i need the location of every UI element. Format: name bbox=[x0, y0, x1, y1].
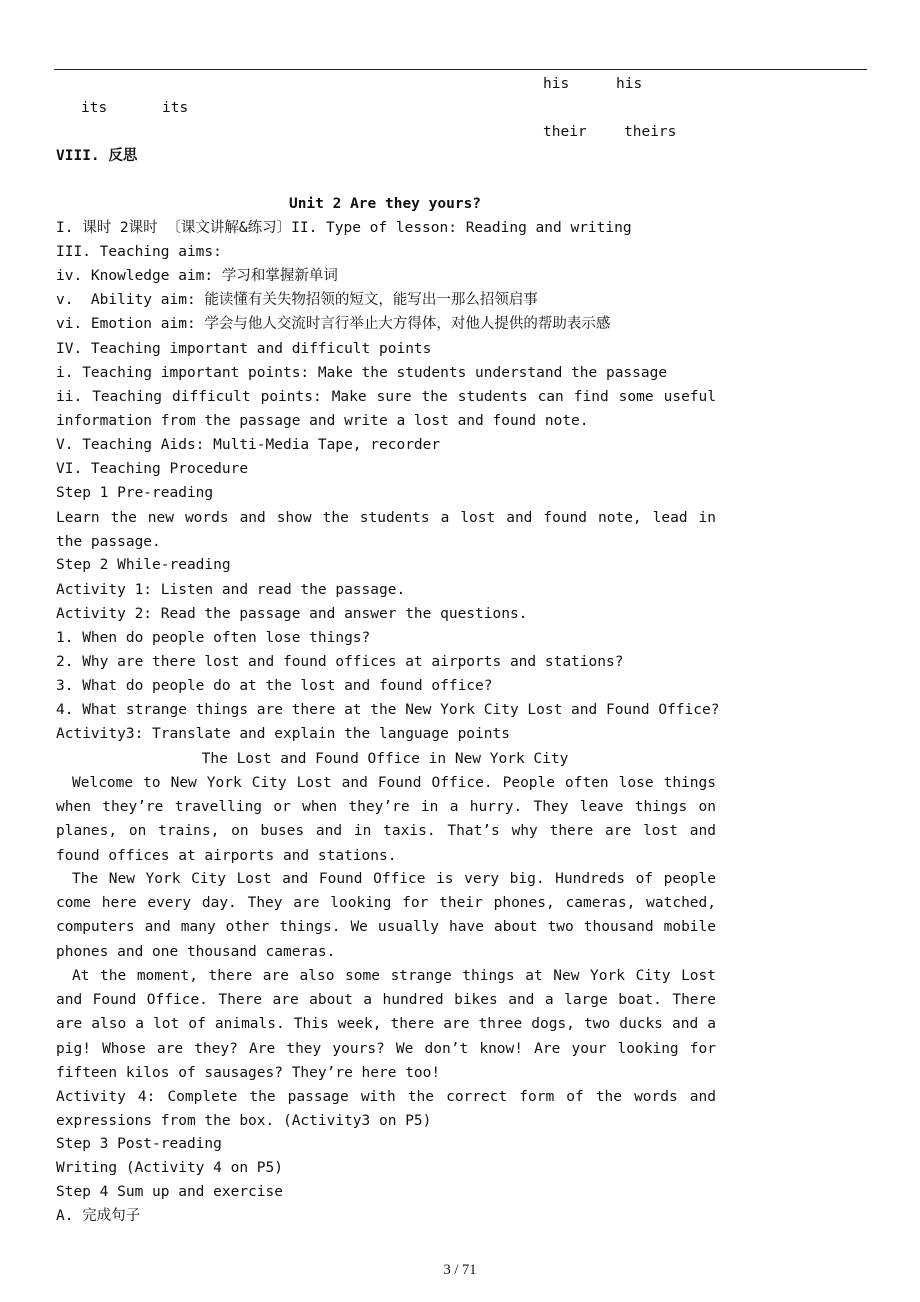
activity-line: Activity 1: Listen and read the passage. bbox=[56, 582, 406, 598]
pronoun-cell: its bbox=[162, 100, 189, 116]
pronoun-cell: his bbox=[616, 76, 643, 92]
pronoun-cell: its bbox=[81, 100, 108, 116]
step-heading: Step 1 Pre-reading bbox=[56, 485, 214, 501]
step-heading: Step 3 Post-reading bbox=[56, 1136, 222, 1152]
page-number: 3 / 71 bbox=[443, 1262, 477, 1278]
step-heading: Step 2 While-reading bbox=[56, 557, 231, 573]
activity-line: Writing (Activity 4 on P5) bbox=[56, 1160, 283, 1176]
pronoun-cell: their bbox=[543, 124, 587, 140]
lesson-paragraph: ii. Teaching difficult points: Make sure the students can find some useful information from the passage and write a lost and found note. bbox=[56, 389, 716, 430]
lesson-line: vi. Emotion aim: 学会与他人交流时言行举止大方得体，对他人提供的帮助表示感 bbox=[56, 316, 611, 332]
exercise-heading: A. 完成句子 bbox=[56, 1208, 141, 1224]
question-item: 1. When do people often lose things? bbox=[56, 630, 371, 646]
activity-paragraph: Activity 4: Complete the passage with the correct form of the words and expressions from the box. (Activity3 on P5) bbox=[56, 1089, 716, 1130]
header-rule bbox=[54, 69, 867, 70]
lesson-line: i. Teaching important points: Make the students understand the passage bbox=[56, 365, 668, 381]
question-item: 4. What strange things are there at the New York City Lost and Found Office? bbox=[56, 702, 720, 718]
activity-line: Activity 2: Read the passage and answer the questions. bbox=[56, 606, 528, 622]
lesson-line: IV. Teaching important and difficult points bbox=[56, 341, 432, 357]
question-item: 2. Why are there lost and found offices at airports and stations? bbox=[56, 654, 624, 670]
lesson-line: I. 课时 2课时 〔课文讲解&练习〕II. Type of lesson: Reading and writing bbox=[56, 220, 632, 236]
section-heading: VIII. 反思 bbox=[56, 148, 138, 164]
activity-line: Activity3: Translate and explain the language points bbox=[56, 726, 510, 742]
pronoun-cell: theirs bbox=[624, 124, 677, 140]
lesson-paragraph: Learn the new words and show the students a lost and found note, lead in the passage. bbox=[56, 510, 716, 551]
passage-title: The Lost and Found Office in New York City bbox=[201, 751, 569, 767]
pronoun-cell: his bbox=[543, 76, 570, 92]
lesson-line: V. Teaching Aids: Multi-Media Tape, recorder bbox=[56, 437, 441, 453]
passage-paragraph: Welcome to New York City Lost and Found Office. People often lose things when they’re travelling or when they’re in a hurry. They leave things on planes, on trains, on buses and in taxis. That’s why there are lost and found offices at airports and stations. bbox=[56, 775, 716, 864]
unit-title: Unit 2 Are they yours? bbox=[288, 196, 482, 212]
passage-paragraph: At the moment, there are also some strange things at New York City Lost and Found Office. There are about a hundred bikes and a large boat. There are also a lot of animals. This week, there are three dogs, two ducks and a pig! Whose are they? Are they yours? We don’t know! Are your looking for fifteen kilos of sausages? They’re here too! bbox=[56, 968, 716, 1081]
lesson-line: v. Ability aim: 能读懂有关失物招领的短文，能写出一那么招领启事 bbox=[56, 292, 538, 308]
passage-paragraph: The New York City Lost and Found Office is very big. Hundreds of people come here every day. They are looking for their phones, cameras, watched, computers and many other things. We usually have about two thousand mobile phones and one thousand cameras. bbox=[56, 871, 716, 960]
lesson-line: III. Teaching aims: bbox=[56, 244, 222, 260]
lesson-line: iv. Knowledge aim: 学习和掌握新单词 bbox=[56, 268, 338, 284]
lesson-line: VI. Teaching Procedure bbox=[56, 461, 249, 477]
question-item: 3. What do people do at the lost and found office? bbox=[56, 678, 493, 694]
step-heading: Step 4 Sum up and exercise bbox=[56, 1184, 283, 1200]
